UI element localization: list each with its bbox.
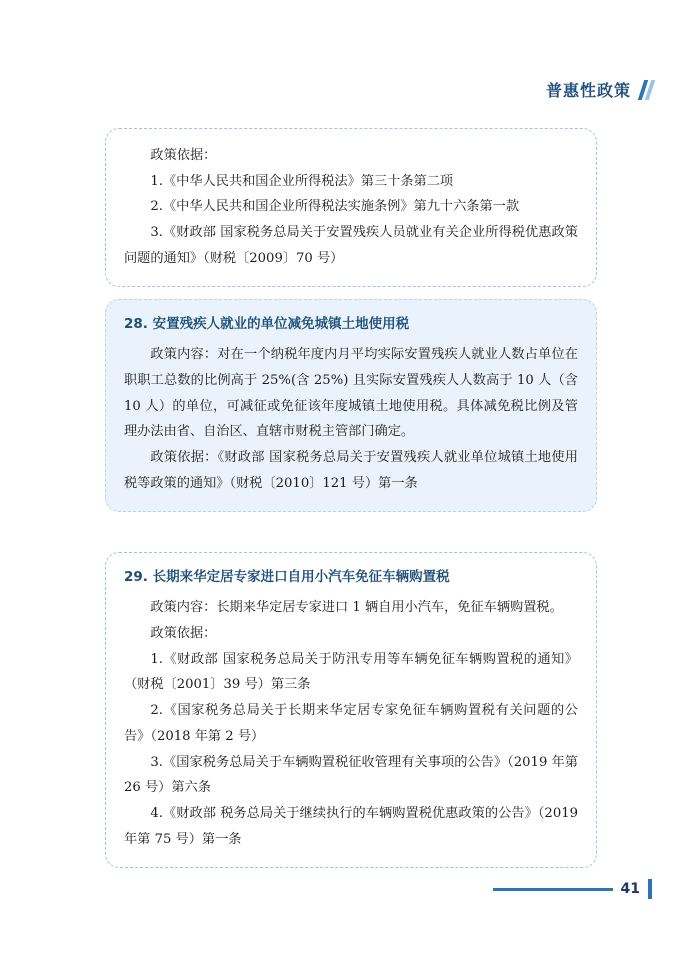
policy-block-29 (105, 552, 597, 868)
paragraph: 政策依据：《财政部 国家税务总局关于安置残疾人就业单位城镇土地使用税等政策的通知》（财税〔2010〕121 号）第一条 (124, 450, 578, 491)
policy-title-29: 29. 长期来华定居专家进口自用小汽车免征车辆购置税 (124, 569, 450, 585)
page-footer (493, 879, 652, 899)
page-number: 41 (620, 881, 640, 897)
paragraph: 政策内容：对在一个纳税年度内月平均实际安置残疾人就业人数占单位在职职工总数的比例高于 25%(含 25%) 且实际安置残疾人人数高于 10 人（含 10 人）的单位，可减征或免征该年度城镇土地使用税。具体减免税比例及管理办法由省、自治区、直辖市财税主管部门确定。 (124, 347, 578, 440)
policy-title-28: 28. 安置残疾人就业的单位减免城镇土地使用税 (124, 316, 410, 332)
paragraph: 政策内容：长期来华定居专家进口 1 辆自用小汽车，免征车辆购置税。 (150, 600, 563, 616)
policy-basis-block (105, 128, 597, 287)
page-header (546, 78, 652, 101)
policy-block-28 (105, 299, 597, 512)
paragraph: 2.《中华人民共和国企业所得税法实施条例》第九十六条第一款 (150, 199, 520, 215)
paragraph: 1.《财政部 国家税务总局关于防汛专用等车辆免征车辆购置税的通知》（财税〔2001〕39 号）第三条 (124, 651, 578, 693)
paragraph: 3.《国家税务总局关于车辆购置税征收管理有关事项的公告》（2019 年第 26 号）第六条 (124, 754, 578, 796)
footer-bar-decoration (648, 879, 652, 899)
paragraph: 1.《中华人民共和国企业所得税法》第三十条第二项 (150, 173, 454, 189)
paragraph: 4.《财政部 税务总局关于继续执行的车辆购置税优惠政策的公告》（2019 年第 75 号）第一条 (124, 806, 578, 847)
header-slash-decoration (641, 80, 652, 100)
paragraph: 3.《财政部 国家税务总局关于安置残疾人员就业有关企业所得税优惠政策问题的通知》（财税〔2009〕70 号） (124, 225, 578, 266)
paragraph: 政策依据： (150, 625, 217, 641)
paragraph: 政策依据： (150, 148, 217, 163)
paragraph: 2.《国家税务总局关于长期来华定居专家免征车辆购置税有关问题的公告》（2018 年第 2 号） (124, 703, 578, 744)
footer-rule (493, 888, 613, 891)
header-title: 普惠性政策 (545, 81, 631, 100)
